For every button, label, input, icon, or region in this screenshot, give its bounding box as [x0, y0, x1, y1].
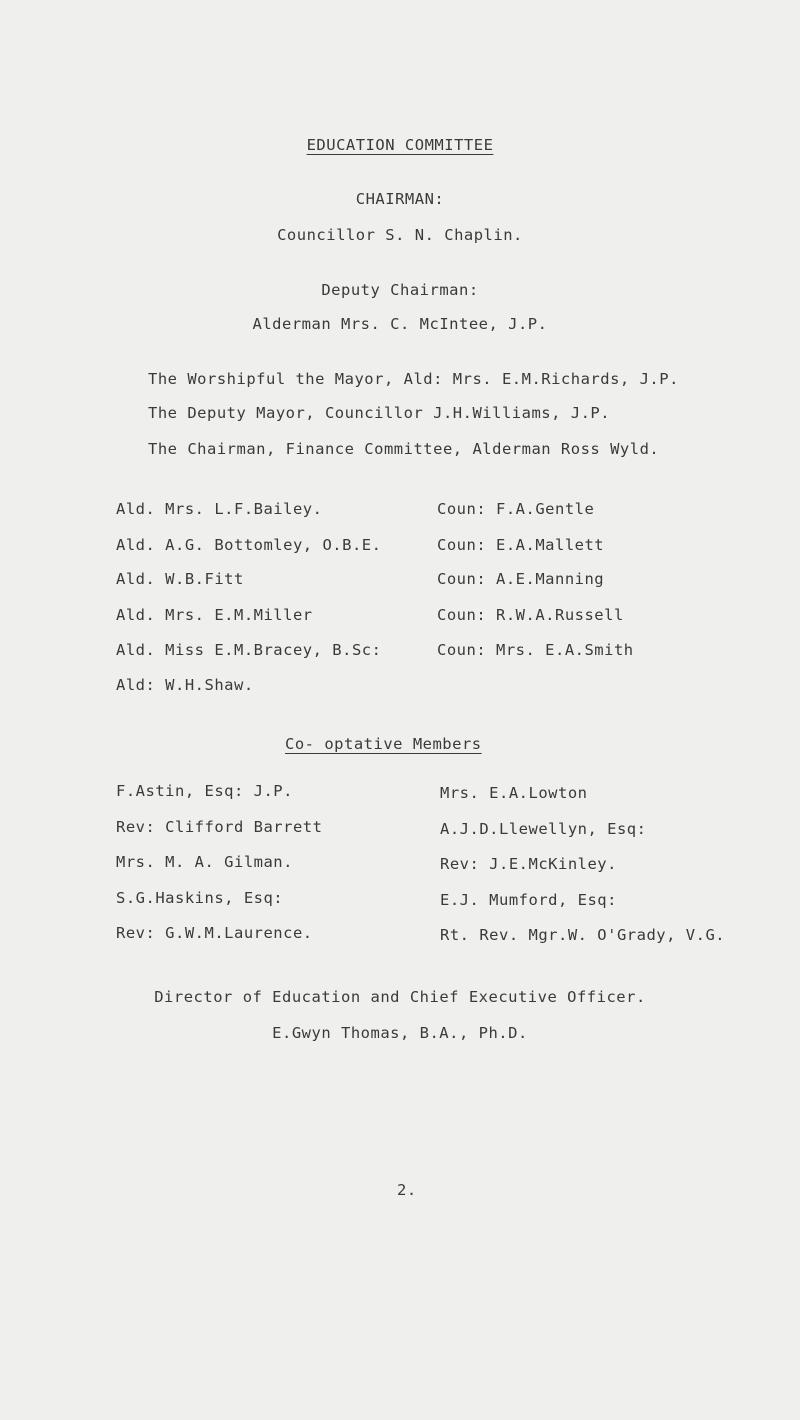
alderman-item: Ald: W.H.Shaw. [116, 676, 254, 694]
director-name: E.Gwyn Thomas, B.A., Ph.D. [272, 1024, 528, 1042]
ex-officio-deputy-mayor: The Deputy Mayor, Councillor J.H.Williams, J.P. [148, 404, 611, 422]
page-number: 2. [397, 1181, 417, 1199]
deputy-heading: Deputy Chairman: [321, 281, 479, 299]
ex-officio-mayor: The Worshipful the Mayor, Ald: Mrs. E.M.Richards, J.P. [148, 370, 679, 388]
chairman-heading: CHAIRMAN: [355, 190, 445, 208]
coopt-member-item: E.J. Mumford, Esq: [440, 891, 617, 909]
councillor-item: Coun: R.W.A.Russell [437, 606, 624, 624]
coopt-member-item: Mrs. M. A. Gilman. [116, 853, 293, 871]
alderman-item: Ald. Miss E.M.Bracey, B.Sc: [116, 641, 382, 659]
coopt-heading: Co- optative Members [285, 735, 482, 753]
coopt-member-item: Rev: Clifford Barrett [116, 818, 323, 836]
alderman-item: Ald. Mrs. E.M.Miller [116, 606, 313, 624]
deputy-name: Alderman Mrs. C. McIntee, J.P. [252, 315, 548, 333]
chairman-name: Councillor S. N. Chaplin. [277, 226, 523, 244]
alderman-item: Ald. A.G. Bottomley, O.B.E. [116, 536, 382, 554]
alderman-item: Ald. Mrs. L.F.Bailey. [116, 500, 323, 518]
coopt-member-item: Rev: J.E.McKinley. [440, 855, 617, 873]
coopt-member-item: A.J.D.Llewellyn, Esq: [440, 820, 647, 838]
coopt-member-item: Rev: G.W.M.Laurence. [116, 924, 313, 942]
alderman-item: Ald. W.B.Fitt [116, 570, 244, 588]
councillor-item: Coun: A.E.Manning [437, 570, 605, 588]
coopt-member-item: Mrs. E.A.Lowton [440, 784, 588, 802]
director-title: Director of Education and Chief Executive Officer. [154, 988, 646, 1006]
coopt-member-item: F.Astin, Esq: J.P. [116, 782, 293, 800]
coopt-member-item: S.G.Haskins, Esq: [116, 889, 284, 907]
councillor-item: Coun: E.A.Mallett [437, 536, 605, 554]
ex-officio-finance-chairman: The Chairman, Finance Committee, Alderman Ross Wyld. [148, 440, 660, 458]
councillor-item: Coun: Mrs. E.A.Smith [437, 641, 634, 659]
committee-title: EDUCATION COMMITTEE [306, 136, 494, 154]
councillor-item: Coun: F.A.Gentle [437, 500, 595, 518]
coopt-member-item: Rt. Rev. Mgr.W. O'Grady, V.G. [440, 926, 726, 944]
